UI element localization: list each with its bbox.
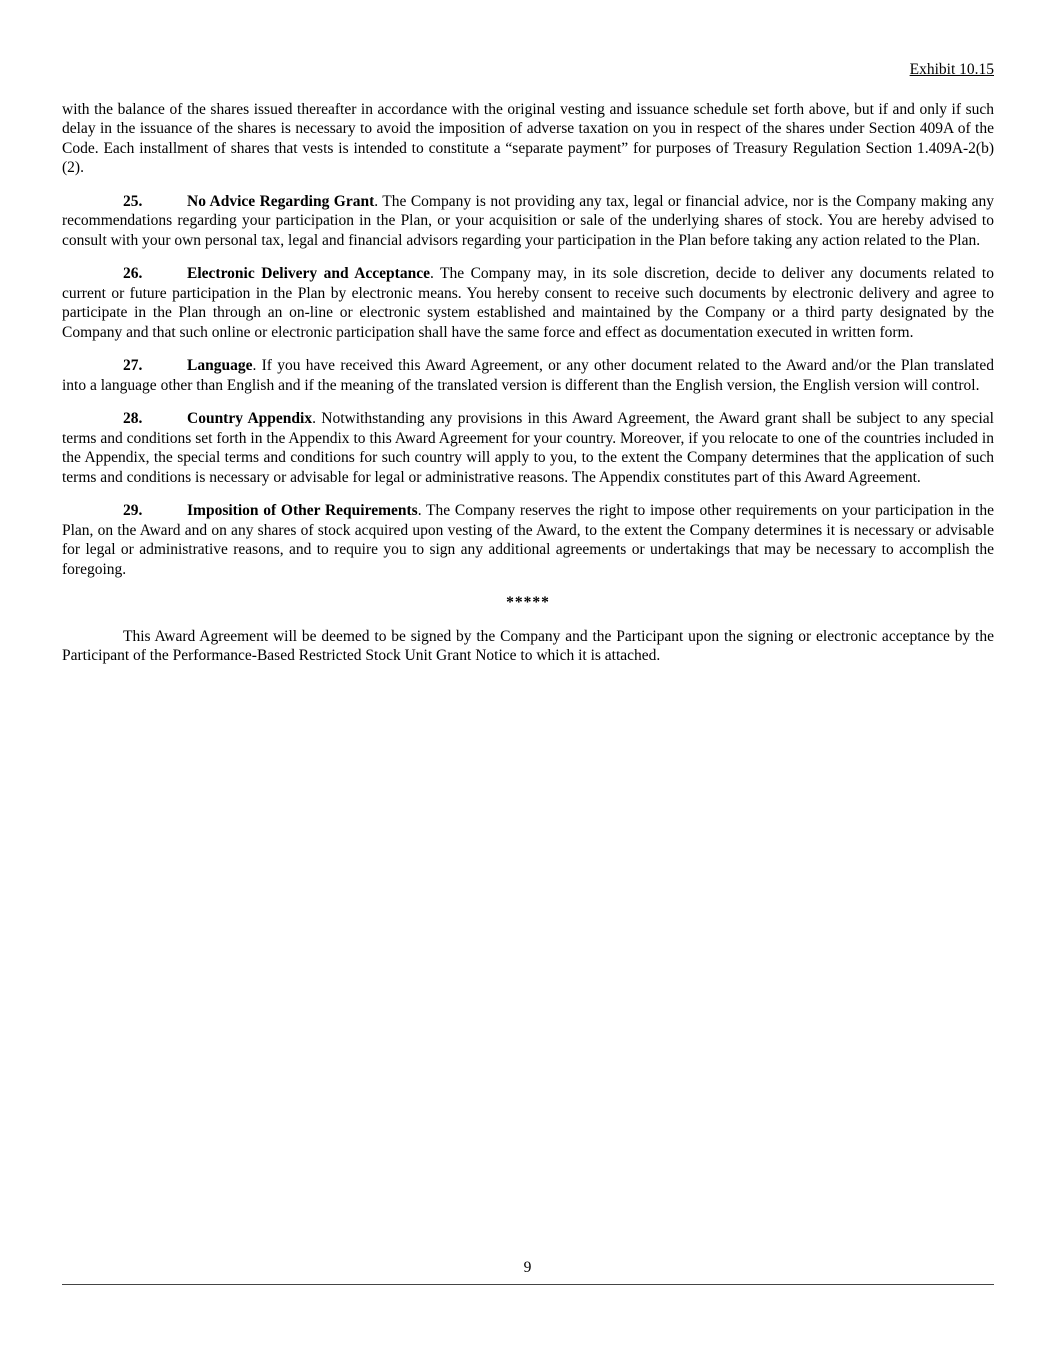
- paragraph-number: 28.: [123, 410, 143, 427]
- paragraph-number: 26.: [123, 265, 143, 282]
- paragraph-body: . The Company reserves the right to impose other requirements on your participation in the Plan, on the Award and on any shares of stock acquired upon vesting of the Award, to the extent the Company determines it is necessary or advisable for legal or administrative reasons, and to require you to sign any additional agreements or undertakings that may be necessary to accomplish the foregoing.: [62, 502, 994, 578]
- paragraph-heading: Country Appendix: [187, 410, 313, 427]
- closing-paragraph: [62, 627, 994, 666]
- page-footer: [0, 1258, 1055, 1285]
- paragraph-body: . If you have received this Award Agreement, or any other document related to the Award and/or the Plan translated into a language other than English and if the meaning of the translated version is different than the English version, the English version will control.: [62, 357, 994, 394]
- paragraph-heading: Language: [187, 357, 253, 374]
- paragraph-body: . Notwithstanding any provisions in this Award Agreement, the Award grant shall be subject to any special terms and conditions set forth in the Appendix to this Award Agreement for your country. Moreover, if you relocate to one of the countries included in the Appendix, the special terms and conditions for such country will apply to you, to the extent the Company determines that the application of such terms and conditions is necessary or advisable for legal or administrative reasons. The Appendix constitutes part of this Award Agreement.: [62, 410, 994, 486]
- paragraph-number: 27.: [123, 357, 143, 374]
- paragraph-body: . The Company is not providing any tax, legal or financial advice, nor is the Company making any recommendations regarding your participation in the Plan, or your acquisition or sale of the underlying shares of stock. You are hereby advised to consult with your own personal tax, legal and financial advisors regarding your participation in the Plan before taking any action related to the Plan.: [62, 192, 995, 249]
- numbered-paragraph: [62, 501, 994, 579]
- numbered-paragraph: [62, 356, 994, 395]
- numbered-paragraph: [62, 264, 994, 342]
- paragraph-number: 29.: [123, 502, 143, 519]
- footer-rule: [62, 1284, 994, 1285]
- numbered-paragraph: [62, 192, 994, 251]
- paragraph-number: 25.: [123, 192, 143, 210]
- intro-paragraph: with the balance of the shares issued thereafter in accordance with the original vesting and issuance schedule set forth above, but if and only if such delay in the issuance of the shares is necessary to avoid the imposition of adverse taxation on you in respect of the shares under Section 409A of the Code. Each installment of shares that vests is intended to constitute a “separate payment” for purposes of Treasury Regulation Section 1.409A-2(b)(2).: [62, 100, 994, 176]
- paragraph-heading: No Advice Regarding Grant: [187, 192, 375, 210]
- numbered-sections: [62, 192, 994, 580]
- closing-paragraph-text: This Award Agreement will be deemed to be signed by the Company and the Participant upon the signing or electronic acceptance by the Participant of the Performance-Based Restricted Stock Unit Grant Notice to which it is attached.: [62, 627, 994, 664]
- exhibit-label: Exhibit 10.15: [909, 61, 994, 78]
- paragraph-body: . The Company may, in its sole discretion, decide to deliver any documents related to current or future participation in the Plan by electronic means. You hereby consent to receive such documents by electronic delivery and agree to participate in the Plan through an on-line or electronic system established and maintained by the Company or a third party designated by the Company and that such online or electronic participation shall have the same force and effect as documentation executed in written form.: [62, 265, 994, 341]
- paragraph-heading: Electronic Delivery and Acceptance: [187, 265, 430, 282]
- numbered-paragraph: [62, 409, 994, 487]
- paragraph-heading: Imposition of Other Requirements: [187, 502, 418, 519]
- separator-stars: *****: [506, 594, 550, 611]
- page-number: 9: [523, 1259, 532, 1276]
